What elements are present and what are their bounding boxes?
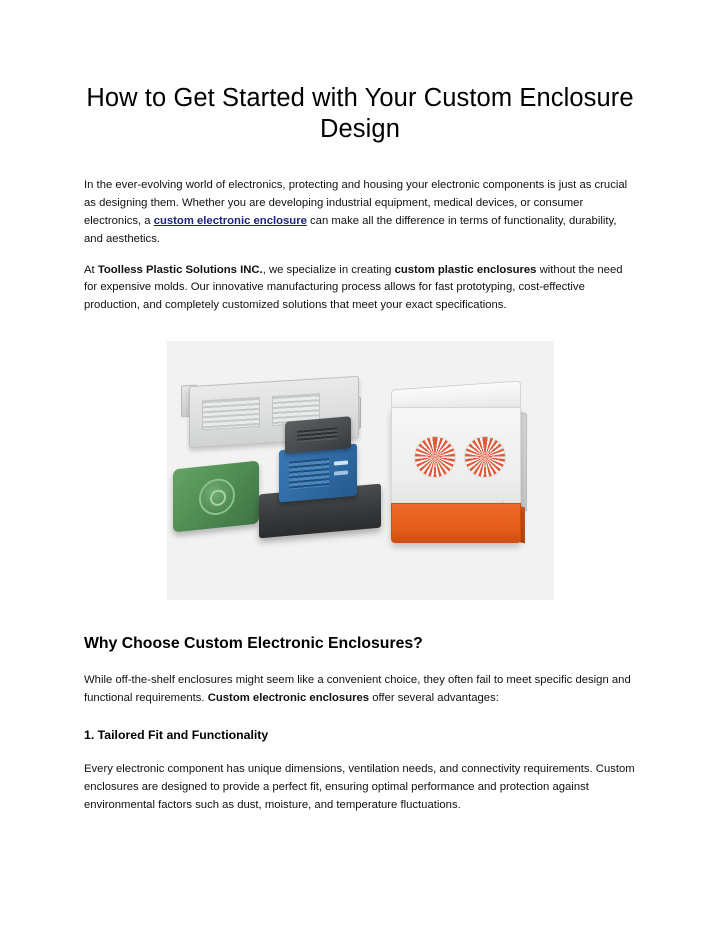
green-enclosure (173, 461, 259, 533)
tailored-fit-paragraph: Every electronic component has unique dimensions, ventilation needs, and connectivity requirements. Custom enclosures are designed to provide a perfect fit, ensuring optimal performance and protection against environmental factors such as dust, moisture, and temperature fluctuations. (84, 763, 635, 812)
intro-text-part-1: In the ever-evolving world of electronics, protecting and housing your electronic components is just as crucial as designing them. Whether you are developing industrial equipment, medical devices, or consumer electronics, a (84, 179, 628, 227)
company-text-part-2: , we specialize in creating (262, 263, 395, 276)
advantages-text-part-1: While off-the-shelf enclosures might seem like a convenient choice, they often fail to meet specific design and functional requirements. (84, 673, 631, 704)
machine-front-panel (391, 407, 521, 507)
custom-electronic-enclosure-link[interactable]: custom electronic enclosure (153, 214, 307, 227)
white-orange-machine-enclosure (383, 385, 527, 545)
intro-text-part-2: can make all the difference in terms of functionality, durability, and aesthetics. (84, 214, 617, 245)
advantages-paragraph (84, 672, 636, 708)
blue-enclosure-indicator-2 (334, 471, 348, 476)
green-enclosure-dial (199, 477, 235, 517)
custom-enclosures-emphasis: Custom electronic enclosures (207, 691, 370, 704)
intro-paragraph (84, 177, 636, 248)
enclosure-product-image (167, 341, 554, 600)
custom-plastic-enclosures-emphasis: custom plastic enclosures (394, 263, 537, 276)
figure-container (84, 341, 636, 600)
spacer-after-subsection-heading (84, 744, 636, 761)
company-name: Toolless Plastic Solutions INC. (97, 263, 263, 276)
company-paragraph (84, 262, 636, 316)
spacer-after-title (84, 145, 636, 177)
machine-fan-left-icon (414, 436, 456, 478)
page-title: How to Get Started with Your Custom Enclosure Design (86, 84, 634, 144)
spacer-between-paragraphs (84, 249, 636, 262)
advantages-text-part-2: offer several advantages: (369, 691, 499, 704)
section-heading-why-choose: Why Choose Custom Electronic Enclosures? (84, 635, 423, 653)
subsection-heading-tailored-fit: 1. Tailored Fit and Functionality (84, 728, 269, 743)
machine-fan-right-icon (464, 436, 506, 478)
dark-grey-top-enclosure (285, 416, 351, 454)
blue-enclosure-indicator-1 (334, 461, 348, 466)
blue-enclosure-vents (289, 458, 329, 489)
company-text-part-1: At (84, 263, 98, 276)
spacer-after-section-heading (84, 655, 636, 672)
company-text-part-3: without the need for expensive molds. Our innovative manufacturing process allows for fast prototyping, cost-effective production, and completely customized solutions that meet your exact specifications. (84, 263, 623, 312)
machine-orange-base (391, 503, 521, 543)
